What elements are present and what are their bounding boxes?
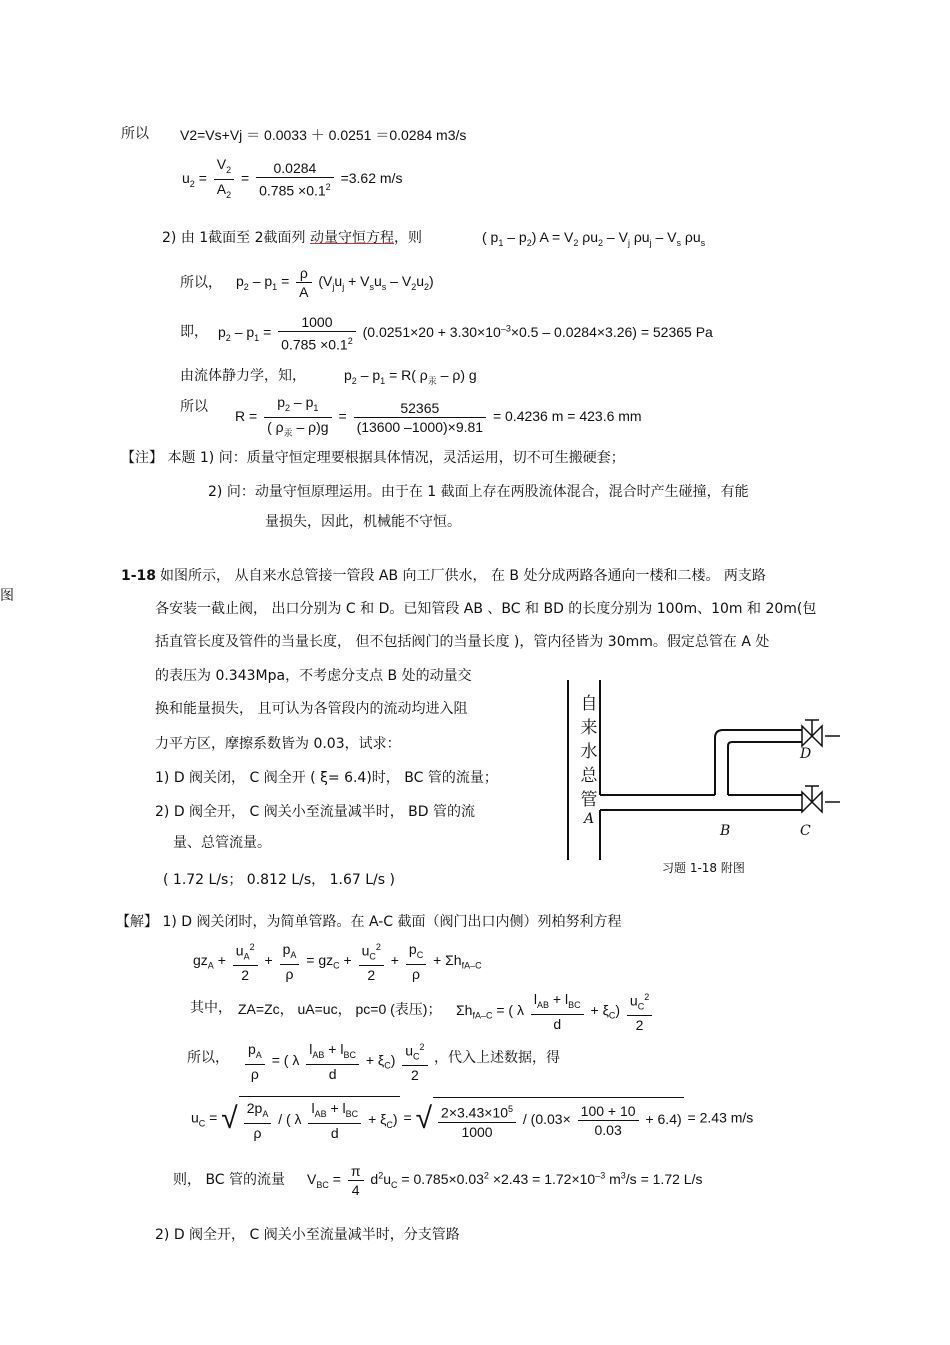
answers: ( 1.72 L/s； 0.812 L/s， 1.67 L/s ): [163, 872, 395, 888]
problem-number: 1-18: [121, 568, 157, 584]
main-pipe-label: 自 来 水 总 管: [580, 694, 598, 810]
point-d-label: D: [800, 746, 812, 762]
statics-text: 由流体静力学，知，: [180, 368, 306, 384]
solution-substitute: ，代入上述数据，得: [434, 1050, 560, 1066]
note-3: 量损失，因此，机械能不守恒。: [265, 514, 461, 530]
valve-c-icon: [802, 786, 840, 812]
solution-flow-intro: 则， BC 管的流量: [173, 1172, 286, 1188]
figure-caption: 习题 1-18 附图: [662, 861, 745, 875]
note-1: 【注】 本题 1) 问：质量守恒定理要根据具体情况，灵活运用，切不可生搬硬套；: [121, 450, 625, 466]
equation-r: R = $\frac{p_2 - p_1}{( \rho_汞 - \rho)g}$ = $\frac{52365}{(13600 -1000)\times 9.81}$ = 0.4236 m = 423.6 mm: [235, 394, 642, 438]
equation-momentum: ( $p_1 - p_2$) $A = V_2$ $\rho u_2 - V_j$ $\rho u_j - V_s$ $\rho u_s$: [482, 229, 706, 248]
solution-where: 其中，: [190, 1000, 232, 1016]
equation-uc: $u_C$ = √ $\frac{2p_A}{\rho}$ / ( λ $\frac{l_{AB} + l_{BC}}{d}$ + $\xi_C$) = √ $\frac{2\times 3.43\times 10^5}{1000}$ / (0.03× $\frac{100 + 10}{0.03}$ + 6.4) = 2.43 m/s: [191, 1096, 753, 1142]
point-c-label: C: [800, 823, 811, 839]
line-prefix-7: 所以: [180, 399, 208, 415]
equation-statics: $p_2 - p_1 = R$( $\rho_汞 - \rho$) g: [344, 367, 477, 386]
problem-line-1: 如图所示， 从自来水总管接一管段 AB 向工厂供水， 在 B 处分成两路各通向一楼和二楼。 两支路: [160, 568, 766, 584]
equation-p2-p1-value: $p_2 - p_1$ = $\frac{1000}{0.785 \times 0.1^2}$ $(0.0251\times 20 + 3.30\times 10^{-3}\times 0.5 - 0.0284\times 3.26) = 52365$ Pa: [218, 314, 713, 353]
equation-conditions: ZA=Zc， uA=uc， pc=0 (表压)；: [238, 1001, 442, 1017]
note-2: 2) 问：动量守恒原理运用。由于在 1 截面上存在两股流体混合，混合时产生碰撞，有能: [208, 484, 749, 500]
equation-friction-loss: $\Sigma h_{fA-C}$ = ( λ $\frac{l_{AB} + l_{BC}}{d}$ + $\xi_C$) $\frac{u_C^2}{2}$: [456, 988, 655, 1034]
equation-vbc: $V_{BC}$ = $\frac{\pi}{4}$ $d^2u_C = 0.785\times 0.03^2 \times 2.43 = 1.72\times 10^{-3}$ $m^3/s = 1.72$ L/s: [307, 1163, 703, 1198]
point-a-label: A: [584, 811, 595, 827]
momentum-term: 动量守恒方程: [310, 230, 394, 246]
valve-d-icon: [802, 720, 840, 746]
line-prefix-4: 所以，: [180, 275, 222, 291]
solution-line-1: 【解】 1) D 阀关闭时，为简单管路。在 A-C 截面（阀门出口内侧）列柏努利方程: [116, 914, 622, 930]
momentum-rest: ，则: [394, 230, 422, 246]
line-prefix-1: 所以: [121, 126, 149, 142]
problem-line-6: 力平方区，摩擦系数皆为 0.03，试求：: [155, 736, 401, 752]
solution-line-6: 2) D 阀全开， C 阀关小至流量减半时，分支管路: [155, 1227, 460, 1243]
equation-p2-p1: $p_2 - p_1$ = $\frac{\rho}{A}$ $(V_ju_j + V_su_s - V_2u_2)$: [236, 265, 434, 300]
question-1: 1) D 阀关闭， C 阀全开 ( ξ= 6.4)时， BC 管的流量；: [155, 770, 498, 786]
solution-so: 所以，: [187, 1050, 229, 1066]
problem-line-2: 各安装一截止阀， 出口分别为 C 和 D。已知管段 AB 、BC 和 BD 的长度分别为 100m、10m 和 20m(包: [155, 601, 817, 617]
point-b-label: B: [720, 823, 731, 839]
equation-v2: V2=Vs+Vj ＝ 0.0033 ＋ 0.0251 ＝0.0284 m3/s: [180, 127, 467, 143]
question-2b: 量、总管流量。: [173, 835, 271, 851]
equation-u2: $u_2$ = $\frac{V_2}{A_2}$ = $\frac{0.0284}{0.785 \times 0.1^2}$ =3.62 m/s: [182, 156, 403, 200]
equation-bernoulli: $gz_A$ + $\frac{u_A^2}{2}$ + $\frac{p_A}{\rho}$ = $gz_C$ + $\frac{u_C^2}{2}$ + $\frac{p_C}{\rho}$ + $\Sigma h_{fA-C}$: [193, 938, 482, 984]
momentum-text: 2) 由 1截面至 2截面列: [162, 230, 306, 246]
momentum-intro: [162, 229, 422, 247]
side-label: 图: [0, 588, 14, 604]
problem-line-5: 换和能量损失， 且可认为各管段内的流动均进入阻: [155, 701, 468, 717]
problem-line-4: 的表压为 0.343Mpa，不考虑分支点 B 处的动量交: [155, 668, 472, 684]
line-prefix-5: 即，: [180, 324, 208, 340]
question-2a: 2) D 阀全开， C 阀关小至流量减半时， BD 管的流: [155, 804, 476, 820]
equation-pressure-balance: $\frac{p_A}{\rho}$ = ( λ $\frac{l_{AB} + l_{BC}}{d}$ + $\xi_C$) $\frac{u_C^2}{2}$: [242, 1038, 431, 1084]
problem-line-3: 括直管长度及管件的当量长度， 但不包括阀门的当量长度 )，管内径皆为 30mm。假定总管在 A 处: [155, 634, 770, 650]
